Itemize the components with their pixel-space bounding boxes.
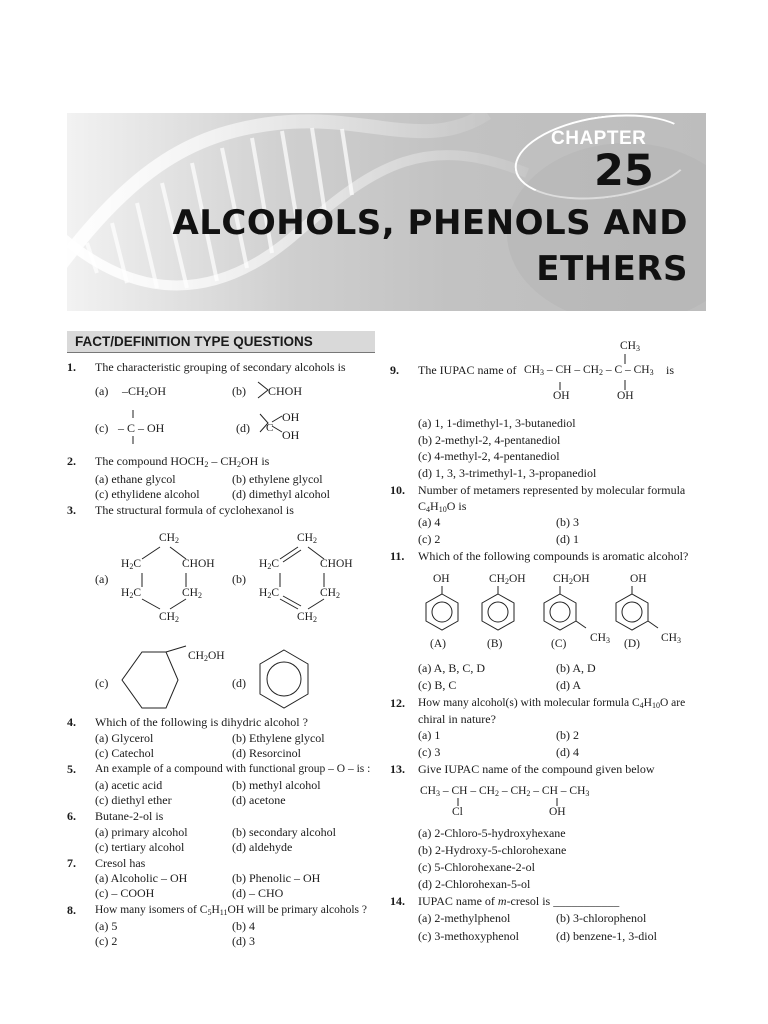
q1-option-a-label: (a) (95, 384, 109, 398)
q3a-h2c-left-top: $H_2C$ (121, 558, 141, 571)
q9-option-b: (b) 2-methyl-2, 4-pentanediol (418, 433, 561, 447)
q6-option-b: (b) secondary alcohol (232, 825, 336, 839)
question-8-number: 8. (67, 903, 76, 917)
q9-ch3-top: $CH_3$ (620, 340, 640, 353)
question-14-number: 14. (390, 894, 405, 908)
question-3-number: 3. (67, 503, 76, 517)
q11c-ch2oh: $CH_2OH$ (553, 573, 590, 586)
question-6-text: Butane-2-ol is (95, 809, 164, 823)
question-3-text: The structural formula of cyclohexanol is (95, 503, 294, 517)
q11d-ch3: $CH_3$ (661, 632, 681, 645)
q11-benzene-rings (418, 586, 698, 640)
q3b-h2c-left-bottom: $H_2C$ (259, 587, 279, 600)
q6-option-d: (d) aldehyde (232, 840, 293, 854)
q2-option-c: (c) ethylidene alcohol (95, 487, 200, 501)
question-7-text: Cresol has (95, 856, 146, 870)
q7-option-d: (d) – CHO (232, 886, 284, 900)
q14-option-b: (b) 3-chlorophenol (556, 911, 647, 925)
q3b-choh: CHOH (320, 558, 353, 570)
q1-option-c: – C – OH (118, 421, 165, 435)
q9-option-d: (d) 1, 3, 3-trimethyl-1, 3-propanediol (418, 466, 597, 480)
chapter-number: 25 (594, 146, 654, 196)
q6-option-c: (c) tertiary alcohol (95, 840, 185, 854)
q4-option-c: (c) Catechol (95, 746, 154, 760)
q11a-oh: OH (433, 573, 450, 585)
q11-label-b: (B) (487, 638, 503, 650)
question-10-formula: $C_4H_{10}O$ is (418, 499, 467, 514)
q10-option-a: (a) 4 (418, 515, 441, 529)
question-2-number: 2. (67, 454, 76, 468)
q1-option-b: CHOH (268, 384, 303, 398)
q3a-ch2-right: $CH_2$ (182, 587, 202, 600)
question-9-text: The IUPAC name of (418, 363, 517, 377)
q4-option-a: (a) Glycerol (95, 731, 154, 745)
q3b-ch2-top: $CH_2$ (297, 532, 317, 545)
question-10-number: 10. (390, 483, 405, 497)
question-11-number: 11. (390, 549, 405, 563)
q2-option-b: (b) ethylene glycol (232, 472, 323, 486)
question-11-text: Which of the following compounds is aromatic alcohol? (418, 549, 689, 563)
q14-option-a: (a) 2-methylphenol (418, 911, 511, 925)
q13-option-c: (c) 5-Chlorohexane-2-ol (418, 860, 535, 874)
q3-option-a-label: (a) (95, 572, 109, 586)
q3b-ch2-bottom: $CH_2$ (297, 611, 317, 624)
q3d-benzene-ring (256, 648, 312, 710)
question-10-text: Number of metamers represented by molecular formula (418, 483, 686, 497)
question-9-number: 9. (390, 363, 399, 377)
q4-option-d: (d) Resorcinol (232, 746, 301, 760)
q2-option-d: (d) dimethyl alcohol (232, 487, 330, 501)
q14-option-d: (d) benzene-1, 3-diol (556, 929, 657, 943)
q3-option-c-label: (c) (95, 676, 109, 690)
q12-option-a: (a) 1 (418, 728, 441, 742)
question-13-text: Give IUPAC name of the compound given below (418, 762, 655, 776)
q13-oh: OH (549, 806, 566, 818)
q8-option-d: (d) 3 (232, 934, 255, 948)
q11c-ch3: $CH_3$ (590, 632, 610, 645)
chapter-title-line2: ETHERS (536, 249, 688, 289)
question-1: 1. (67, 360, 76, 374)
question-4-text: Which of the following is dihydric alcohol ? (95, 715, 308, 729)
q1-option-d-label: (d) (236, 421, 250, 435)
q13-option-b: (b) 2-Hydroxy-5-chlorohexane (418, 843, 567, 857)
q5-option-a: (a) acetic acid (95, 778, 163, 792)
question-8-text: How many isomers of $C_5H_{11}OH$ will be primary alcohols ? (95, 904, 368, 917)
question-14-text: IUPAC name of m-cresol is ___________ (418, 894, 620, 908)
q5-option-b: (b) methyl alcohol (232, 778, 321, 792)
question-7-number: 7. (67, 856, 76, 870)
q1-option-d-oh-top: OH (282, 410, 300, 424)
q3a-choh: CHOH (182, 558, 215, 570)
q4-option-b: (b) Ethylene glycol (232, 731, 325, 745)
q13-chain: $CH_3$ – CH – $CH_2 - CH_2$ – CH – $CH_3$ (420, 785, 590, 798)
q9-option-a: (a) 1, 1-dimethyl-1, 3-butanediol (418, 416, 576, 430)
q8-option-a: (a) 5 (95, 919, 118, 933)
q8-option-c: (c) 2 (95, 934, 118, 948)
q11-label-c: (C) (551, 638, 567, 650)
q11-option-d: (d) A (556, 678, 581, 692)
q3-option-d-label: (d) (232, 676, 246, 690)
q7-option-c: (c) – COOH (95, 886, 155, 900)
q5-option-c: (c) diethyl ether (95, 793, 172, 807)
q10-option-d: (d) 1 (556, 532, 579, 546)
q9-vertical-bonds (622, 352, 628, 412)
q3a-ring-bonds (130, 545, 200, 615)
question-13-number: 13. (390, 762, 405, 776)
q3a-ch2-top: $CH_2$ (159, 532, 179, 545)
q13-option-a: (a) 2-Chloro-5-hydroxyhexane (418, 826, 566, 840)
q9-oh-left: OH (553, 390, 570, 402)
question-4-number: 4. (67, 715, 76, 729)
q12-option-c: (c) 3 (418, 745, 441, 759)
q9-oh-right: OH (617, 390, 634, 402)
question-2-text: The compound $HOCH_2 - CH_2OH$ is (95, 454, 270, 469)
q7-option-a: (a) Alcoholic – OH (95, 871, 188, 885)
q3a-ch2-bottom: $CH_2$ (159, 611, 179, 624)
q9-tail: is (666, 363, 675, 377)
q9-chain: $CH_3$ – CH – $CH_2$ – C – $CH_3$ (524, 364, 654, 377)
q5-option-d: (d) acetone (232, 793, 286, 807)
q13-option-d: (d) 2-Chlorohexan-5-ol (418, 877, 531, 891)
question-12-text: How many alcohol(s) with molecular formula $C_4H_{10}O$ are (418, 697, 686, 710)
q3b-ring-bonds (268, 545, 338, 615)
q1-option-d-c: C (266, 422, 274, 434)
q1-option-b-label: (b) (232, 384, 246, 398)
q1-option-d-oh-bottom: OH (282, 428, 300, 442)
q3b-h2c-left-top: $H_2C$ (259, 558, 279, 571)
q10-option-b: (b) 3 (556, 515, 579, 529)
q7-option-b: (b) Phenolic – OH (232, 871, 321, 885)
q14-option-c: (c) 3-methoxyphenol (418, 929, 519, 943)
q3b-ch2-right: $CH_2$ (320, 587, 340, 600)
chapter-title-line1: ALCOHOLS, PHENOLS AND (172, 203, 688, 243)
q3-option-b-label: (b) (232, 572, 246, 586)
q12-option-d: (d) 4 (556, 745, 579, 759)
question-12-text-line2: chiral in nature? (418, 712, 496, 726)
q11-label-d: (D) (624, 638, 640, 650)
q11d-oh: OH (630, 573, 647, 585)
q8-option-b: (b) 4 (232, 919, 255, 933)
question-6-number: 6. (67, 809, 76, 823)
q11b-ch2oh: $CH_2OH$ (489, 573, 526, 586)
q3a-h2c-left-bottom: $H_2C$ (121, 587, 141, 600)
question-12-number: 12. (390, 696, 405, 710)
chapter-label: CHAPTER (551, 128, 647, 149)
q1-option-c-label: (c) (95, 421, 109, 435)
q11-label-a: (A) (430, 638, 446, 650)
q13-cl: Cl (452, 806, 463, 818)
q3c-ch2oh: $CH_2OH$ (188, 650, 225, 663)
question-5-text: An example of a compound with functional group – O – is : (95, 763, 371, 775)
q9-option-c: (c) 4-methyl-2, 4-pentanediol (418, 449, 560, 463)
q3c-cyclohexane-ring (118, 650, 198, 712)
q11-option-b: (b) A, D (556, 661, 596, 675)
section-title: FACT/DEFINITION TYPE QUESTIONS (67, 331, 375, 353)
q2-option-a: (a) ethane glycol (95, 472, 176, 486)
q11-option-c: (c) B, C (418, 678, 457, 692)
question-5-number: 5. (67, 762, 76, 776)
q1-option-a: $-CH_2OH$ (122, 384, 167, 399)
q10-option-c: (c) 2 (418, 532, 441, 546)
q12-option-b: (b) 2 (556, 728, 579, 742)
q11-option-a: (a) A, B, C, D (418, 661, 485, 675)
q6-option-a: (a) primary alcohol (95, 825, 188, 839)
question-1-text: The characteristic grouping of secondary alcohols is (95, 360, 346, 374)
